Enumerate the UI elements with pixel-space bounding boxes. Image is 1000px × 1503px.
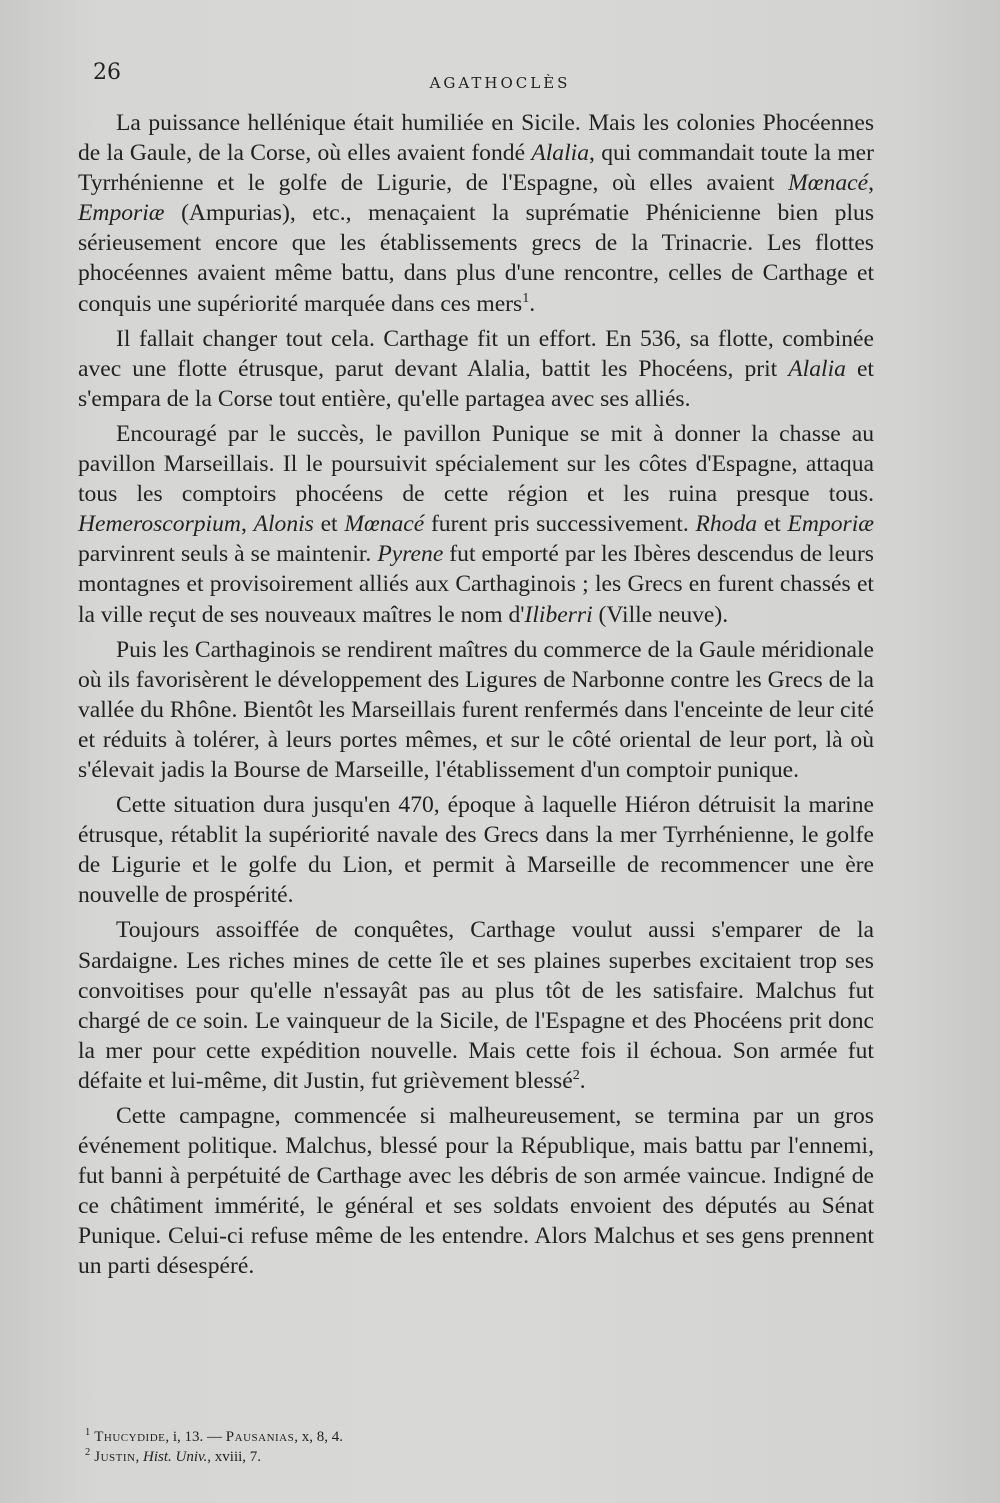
paragraph: Puis les Carthaginois se rendirent maîtres du commerce de la Gaule méridionale où ils favorisèrent le développement des Ligures de Narbonne contre les Grecs de la vallée du Rhône. Bientôt les Marseillais furent renfermés dans l'enceinte de leur cité et réduits à tolérer, à leurs portes mêmes, et sur le côté oriental de leur port, là où s'élevait jadis la Bourse de Marseille, l'établissement d'un comptoir punique. [78, 636, 874, 783]
paragraph: La puissance hellénique était humiliée en Sicile. Mais les colonies Phocéennes de la Gaule, de la Corse, où elles avaient fondé Alalia, qui commandait toute la mer Tyrrhénienne et le golfe de Ligurie, de l'Espagne, où elles avaient Mœnacé, Emporiæ (Ampurias), etc., menaçaient la suprématie Phénicienne bien plus sérieusement encore que les établissements grecs de la Trinacrie. Les flottes phocéennes avaient même battu, dans plus d'une rencontre, celles de Carthage et conquis une supériorité marquée dans ces mers$^1$. [78, 110, 874, 317]
italic-term: Alalia [788, 355, 846, 382]
italic-term: Emporiæ [787, 511, 875, 538]
footnote-ref: 2 [572, 1067, 580, 1084]
body-text [78, 108, 874, 1287]
author-name: Thucydide [94, 1429, 166, 1445]
footnote-mark: 2 [85, 1447, 91, 1458]
italic-term: Alalia [531, 140, 589, 167]
footnotes [85, 1427, 865, 1467]
author-name: Pausanias [225, 1429, 295, 1445]
italic-term: Rhoda [695, 511, 758, 538]
page-header [0, 60, 1000, 100]
page-number: 26 [93, 60, 121, 85]
italic-term: Emporiæ [78, 200, 165, 227]
italic-term: Hist. Univ. [142, 1449, 208, 1465]
footnote: $^2$ Justin, Hist. Univ., xviii, 7. [85, 1447, 262, 1465]
paragraph: Toujours assoiffée de conquêtes, Carthage voulut aussi s'emparer de la Sardaigne. Les riches mines de cette île et ses plaines superbes excitaient trop ses convoitises pour qu'elle n'essayât pas au plus tôt de les satisfaire. Malchus fut chargé de ce soin. Le vainqueur de la Sicile, de l'Espagne et des Phocéens prit donc la mer pour cette expédition nouvelle. Mais cette fois il échoua. Son armée fut défaite et lui-même, dit Justin, fut grièvement blessé$^2$. [78, 917, 874, 1094]
paragraph: Encouragé par le succès, le pavillon Punique se mit à donner la chasse au pavillon Marseillais. Il le poursuivit spécialement sur les côtes d'Espagne, attaqua tous les comptoirs phocéens de cette région et les ruina presque tous. Hemeroscorpium, Alonis et Mœnacé furent pris successivement. Rhoda et Emporiæ parvinrent seuls à se maintenir. Pyrene fut emporté par les Ibères descendus de leurs montagnes et provisoirement alliés aux Carthaginois ; les Grecs en furent chassés et la ville reçut de ses nouveaux maîtres le nom d'Iliberri (Ville neuve). [78, 420, 875, 628]
paragraph: Il fallait changer tout cela. Carthage fit un effort. En 536, sa flotte, combinée avec une flotte étrusque, parut devant Alalia, battit les Phocéens, prit Alalia et s'empara de la Corse tout entière, qu'elle partagea avec ses alliés. [78, 325, 874, 412]
italic-term: Mœnacé [344, 511, 425, 538]
italic-term: Pyrene [377, 541, 444, 568]
italic-term: Alonis [253, 511, 314, 538]
paragraph: Cette situation dura jusqu'en 470, époque à laquelle Hiéron détruisit la marine étrusque, rétablit la supériorité navale des Grecs dans la mer Tyrrhénienne, le golfe de Ligurie et le golfe du Lion, et permit à Marseille de recommencer une ère nouvelle de prospérité. [78, 792, 874, 909]
italic-term: Mœnacé [788, 170, 869, 197]
italic-term: Iliberri [524, 601, 593, 628]
running-title: AGATHOCLÈS [429, 74, 571, 92]
paragraph: Cette campagne, commencée si malheureusement, se termina par un gros événement politique. Malchus, blessé pour la République, mais battu par l'ennemi, fut banni à perpétuité de Carthage avec les débris de son armée vaincue. Indigné de ce châtiment immérité, le général et ses soldats envoient des députés au Sénat Punique. Celui-ci refuse même de les entendre. Alors Malchus et ses gens prennent un parti désespéré. [78, 1103, 874, 1280]
footnote: $^1$ Thucydide, i, 13. — Pausanias, x, 8, 4. [85, 1427, 343, 1445]
footnote-ref: 1 [522, 289, 530, 306]
author-name: Justin [94, 1449, 136, 1465]
footnote-mark: 1 [85, 1427, 91, 1438]
italic-term: Hemeroscorpium [78, 511, 241, 538]
